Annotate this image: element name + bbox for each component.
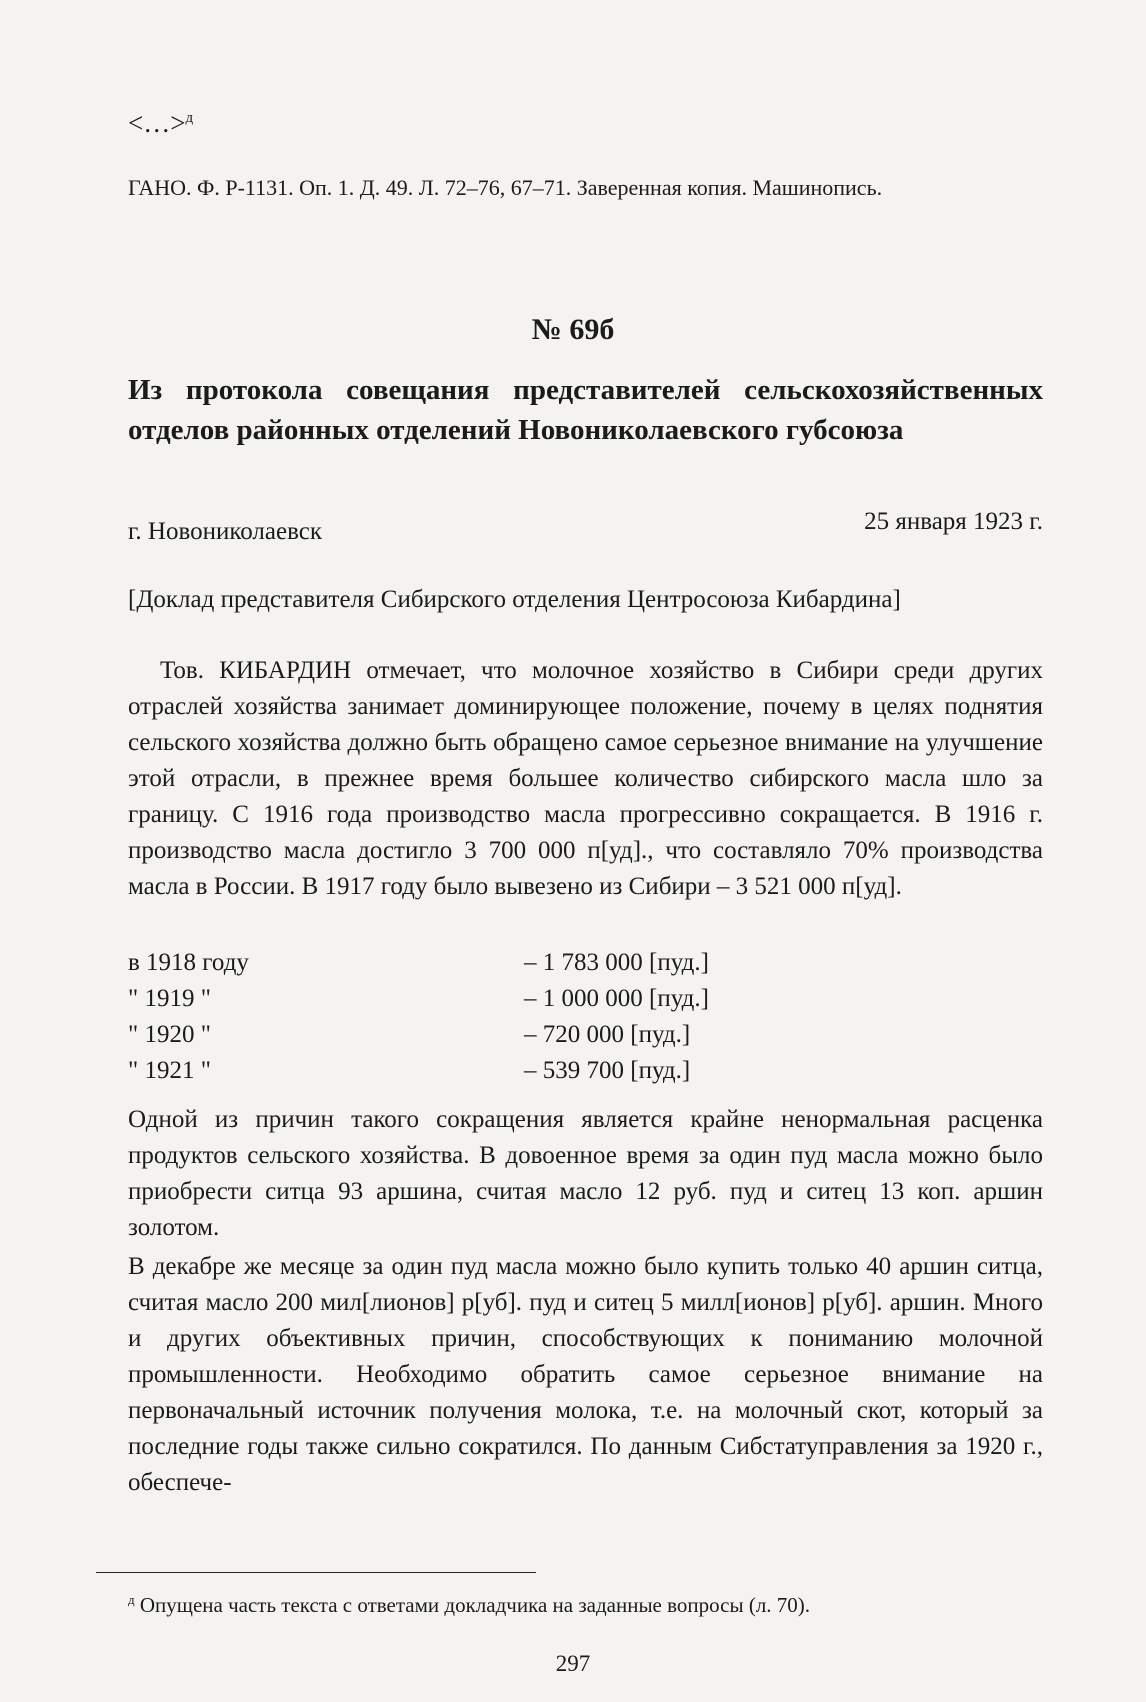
export-amount: – 1 000 000 [пуд.] [524, 985, 709, 1012]
export-year: в 1918 году [128, 949, 249, 976]
export-year: " 1920 " [128, 1021, 211, 1048]
archival-source-note: ГАНО. Ф. Р-1131. Оп. 1. Д. 49. Л. 72–76, 67–71. Заверенная копия. Машинопись. [128, 175, 883, 200]
footnote-divider [96, 1572, 536, 1573]
footnote-mark: д [128, 1592, 135, 1607]
paragraph-1: Тов. КИБАРДИН отмечает, что молочное хозяйство в Сибири среди других отраслей хозяйства занимает доминирующее положение, почему в целях поднятия сельского хозяйства должно быть обращено самое серьезное внимание на улучшение этой отрасли, в прежнее время большее количество сибирского масла шло за границу. С 1916 года производство масла прогрессивно сокращается. В 1916 г. производство масла достигло 3 700 000 п[уд]., что составляло 70% производства масла в России. В 1917 году было вывезено из Сибири – 3 521 000 п[уд]. [128, 657, 1043, 900]
document-date: 25 января 1923 г. [864, 508, 1043, 535]
document-title: Из протокола совещания представителей сельскохозяйственных отделов районных отделений Новониколаевского губсоюза [128, 374, 1043, 446]
footnote-reference: д [185, 110, 194, 126]
report-title: [Доклад представителя Сибирского отделения Центросоюза Кибардина] [128, 586, 901, 613]
document-place: г. Новониколаевск [128, 518, 322, 545]
omission-marker [128, 108, 193, 139]
paragraph-3: В декабре же месяце за один пуд масла можно было купить только 40 аршин ситца, считая масло 200 мил[лионов] р[уб]. пуд и ситец 5 милл[ионов] р[уб]. аршин. Много и других объективных причин, способствующих к пониманию молочной промышленности. Необходимо обратить самое серьезное внимание на первоначальный источник получения молока, т.е. на молочный скот, который за последние годы также сильно сократился. По данным Сибстатуправления за 1920 г., обеспече- [128, 1253, 1043, 1496]
export-year: " 1921 " [128, 1057, 211, 1084]
export-row [128, 1053, 824, 1089]
export-row [128, 945, 824, 981]
paragraph-2: Одной из причин такого сокращения является крайне ненормальная расценка продуктов сельского хозяйства. В довоенное время за один пуд масла можно было приобрести ситца 93 аршина, считая масло 12 руб. пуд и ситец 13 коп. аршин золотом. [128, 1106, 1043, 1241]
document-number: № 69б [531, 313, 615, 346]
export-amount: – 539 700 [пуд.] [524, 1057, 691, 1084]
page-number: 297 [555, 1651, 591, 1676]
export-row [128, 981, 824, 1017]
footnote [128, 1592, 810, 1618]
export-amount: – 1 783 000 [пуд.] [524, 949, 709, 976]
footnote-text: Опущена часть текста с ответами докладчика на заданные вопросы (л. 70). [139, 1593, 811, 1617]
export-row [128, 1017, 824, 1053]
export-amount: – 720 000 [пуд.] [524, 1021, 691, 1048]
export-year: " 1919 " [128, 985, 211, 1012]
butter-export-table [128, 945, 824, 1089]
omission-text: <…> [128, 108, 186, 138]
